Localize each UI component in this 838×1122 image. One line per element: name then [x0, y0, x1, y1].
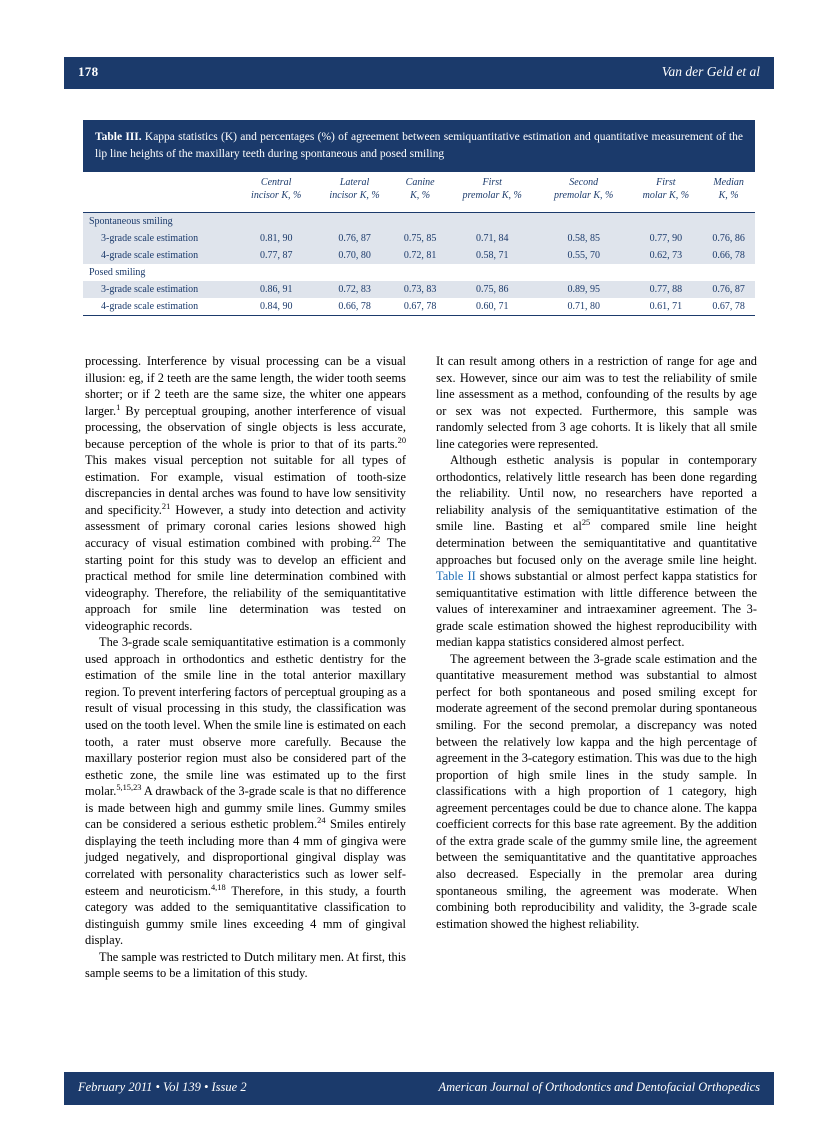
col-header-line1: Canine	[405, 177, 435, 189]
table-body	[83, 213, 755, 316]
cell	[315, 213, 393, 231]
col-header-line1: First	[656, 177, 676, 189]
paragraph: Although esthetic analysis is popular in contemporary orthodontics, relatively little research has been done regarding the reliability. Until now, no researchers have reported a reliability analysis of the semiquantitative estimation of the smile line. Basting et $al^{25}$ compared smile line height determination between the semiquantitative and quantitative approaches but focused only on the average smile line height. Table II shows substantial or almost perfect kappa statistics for semiquantitative estimation with little difference between the values of interexaminer and intraexaminer agreement. The 3-grade scale estimation showed the highest reproducibility with median kappa statistics considered almost perfect.	[436, 453, 757, 650]
table-label: Table III.	[95, 131, 142, 143]
cell	[446, 264, 538, 281]
cell: 0.72, 81	[394, 247, 447, 264]
row-label: 4-grade scale estimation	[83, 247, 237, 264]
cell: 0.66, 78	[315, 298, 393, 315]
table-row	[83, 247, 755, 264]
running-authors: Van der Geld et al	[661, 64, 760, 79]
page-footer	[64, 1072, 774, 1105]
row-label: Spontaneous smiling	[83, 213, 237, 231]
cell	[315, 264, 393, 281]
col-header-line2: incisor K, %	[251, 189, 302, 201]
col-header-line1: First	[482, 177, 502, 189]
cell	[237, 264, 315, 281]
right-column	[436, 353, 757, 1043]
cell	[702, 213, 755, 231]
cell	[394, 264, 447, 281]
cell	[237, 213, 315, 231]
col-header-line1: Median	[713, 177, 744, 189]
col-header-second-premolar	[538, 172, 630, 206]
row-label: Posed smiling	[83, 264, 237, 281]
cell: 0.73, 83	[394, 281, 447, 298]
paragraph: It can result among others in a restriction of range for age and sex. However, since our aim was to test the reliability of smile line assessment as a method, confounding of the results by age or sex was not expected. Furthermore, this sample was randomly selected from 3 age cohorts. It is likely that all smile line categories were represented.	[436, 354, 757, 451]
footer-journal: American Journal of Orthodontics and Dentofacial Orthopedics	[438, 1080, 760, 1094]
col-header-lateral-incisor	[315, 172, 393, 206]
col-header-line2: K, %	[718, 189, 739, 201]
cell: 0.70, 80	[315, 247, 393, 264]
col-header-line1: Lateral	[339, 177, 370, 189]
col-header-median	[702, 172, 755, 206]
cell: 0.61, 71	[629, 298, 702, 315]
kappa-table	[83, 172, 755, 315]
cell: 0.67, 78	[702, 298, 755, 315]
cell	[394, 213, 447, 231]
row-label: 3-grade scale estimation	[83, 281, 237, 298]
cell: 0.72, 83	[315, 281, 393, 298]
cell	[446, 213, 538, 231]
cell	[538, 213, 630, 231]
table-caption	[83, 120, 755, 172]
col-header-first-premolar	[446, 172, 538, 206]
col-header-line1: Central	[260, 177, 292, 189]
cell: 0.89, 95	[538, 281, 630, 298]
table-row	[83, 230, 755, 247]
cell	[629, 264, 702, 281]
cell: 0.58, 71	[446, 247, 538, 264]
cell: 0.76, 86	[702, 230, 755, 247]
col-header-canine	[394, 172, 447, 206]
paragraph: The agreement between the 3-grade scale estimation and the quantitative measurement method was substantial to almost perfect for both spontaneous and posed smiling except for moderate agreement of the second premolar during spontaneous smiling. For the second premolar, a discrepancy was noted between the relatively low kappa and the high percentage of agreement in the 3-category estimation. This was due to the high proportion of high smile lines in the study sample. In classifications with a high proportion of 1 category, high agreement percentages could be due to chance alone. The kappa coefficient corrects for this base rate agreement. By the addition of the extra grade scale of the gummy smile line, the agreement between the semiquantitative and the quantitative approaches also decreased. Especially in the premolar area during spontaneous smiling, the agreement was moderate. When combining both reproducibility and validity, the 3-grade scale estimation showed the highest reliability.	[436, 651, 757, 931]
row-label: 3-grade scale estimation	[83, 230, 237, 247]
cell: 0.76, 87	[702, 281, 755, 298]
left-column	[85, 353, 406, 1043]
table-row	[83, 213, 755, 231]
row-label: 4-grade scale estimation	[83, 298, 237, 315]
paragraph: The sample was restricted to Dutch military men. At first, this sample seems to be a limitation of this study.	[85, 949, 406, 981]
table-row	[83, 281, 755, 298]
table-row	[83, 264, 755, 281]
page-number: 178	[78, 64, 99, 79]
cell: 0.71, 84	[446, 230, 538, 247]
cell: 0.60, 71	[446, 298, 538, 315]
cell: 0.71, 80	[538, 298, 630, 315]
cell	[629, 213, 702, 231]
cell: 0.76, 87	[315, 230, 393, 247]
col-header-blank	[83, 172, 237, 206]
cell: 0.75, 86	[446, 281, 538, 298]
footer-issue: February 2011 • Vol 139 • Issue 2	[78, 1080, 247, 1094]
paragraph: The 3-grade scale semiquantitative estimation is a commonly used approach in orthodontics and esthetic dentistry for the estimation of the smile line in the total anterior maxillary region. To prevent interfering factors of perceptual grouping as a result of visual processing in this study, the classification was used on the tooth level. When the smile line is estimated on each tooth, a rater must observe more carefully. Because the maxillary posterior region must also be considered part of the esthetic zone, the smile line was estimated up to the first molar.$^{5,15,23}$ A drawback of the 3-grade scale is that no difference is made between high and gummy smile lines. Gummy smiles can be considered a serious esthetic problem.$^{24}$ Smiles entirely displaying the teeth including more than 4 mm of gingiva were judged negatively, and disproportional gingival display was correlated with personality characteristics such as lower self-esteem and neuroticism.$^{4,18}$ Therefore, in this study, a fourth category was added to the semiquantitative classification to distinguish gummy smile lines exceeding 4 mm of gingival display.	[85, 635, 407, 948]
cell: 0.75, 85	[394, 230, 447, 247]
col-header-line1: Second	[569, 177, 599, 189]
article-body	[85, 353, 757, 1043]
col-header-line2: premolar K, %	[462, 189, 522, 201]
table-row	[83, 298, 755, 315]
col-header-first-molar	[629, 172, 702, 206]
cell	[702, 264, 755, 281]
table-head	[83, 172, 755, 213]
cell: 0.55, 70	[538, 247, 630, 264]
cell: 0.84, 90	[237, 298, 315, 315]
cell: 0.81, 90	[237, 230, 315, 247]
cell: 0.58, 85	[538, 230, 630, 247]
col-header-line2: incisor K, %	[329, 189, 380, 201]
cell: 0.77, 90	[629, 230, 702, 247]
cell: 0.86, 91	[237, 281, 315, 298]
table-3	[83, 120, 755, 316]
page-header	[64, 57, 774, 89]
col-header-line2: premolar K, %	[554, 189, 614, 201]
table-header-row	[83, 172, 755, 206]
cell: 0.62, 73	[629, 247, 702, 264]
cell: 0.77, 88	[629, 281, 702, 298]
col-header-central-incisor	[237, 172, 315, 206]
cell: 0.67, 78	[394, 298, 447, 315]
cell	[538, 264, 630, 281]
col-header-line2: molar K, %	[642, 189, 690, 201]
cell: 0.77, 87	[237, 247, 315, 264]
paragraph: processing. Interference by visual processing can be a visual illusion: eg, if 2 teeth are the same length, the wider tooth seems shorter; or if 2 teeth are the same size, the whiter one appears larger.$^1$ By perceptual grouping, another interference of visual processing, the observation of single objects is less accurate, because perception of the whole is prior to that of its parts.$^{20}$ This makes visual perception not suitable for all types of estimation. For example, visual estimation of tooth-size discrepancies in dental arches was found to have low sensitivity and specificity.$^{21}$ However, a study into detection and activity assessment of primary coronal caries lesions showed high accuracy of visual estimation combined with probing.$^{22}$ The starting point for this study was to develop an efficient and practical method for smile line determination combined with videography. Therefore, the reliability of the semiquantitative approach for smile line determination was tested on videographic records.	[85, 354, 407, 633]
table-caption-text: Kappa statistics (K) and percentages (%) of agreement between semiquantitative estimation and quantitative measurement of the lip line heights of the maxillary teeth during spontaneous and posed smiling	[95, 131, 743, 160]
col-header-line2: K, %	[410, 189, 431, 201]
table-bottom-rule	[83, 315, 755, 316]
cell: 0.66, 78	[702, 247, 755, 264]
